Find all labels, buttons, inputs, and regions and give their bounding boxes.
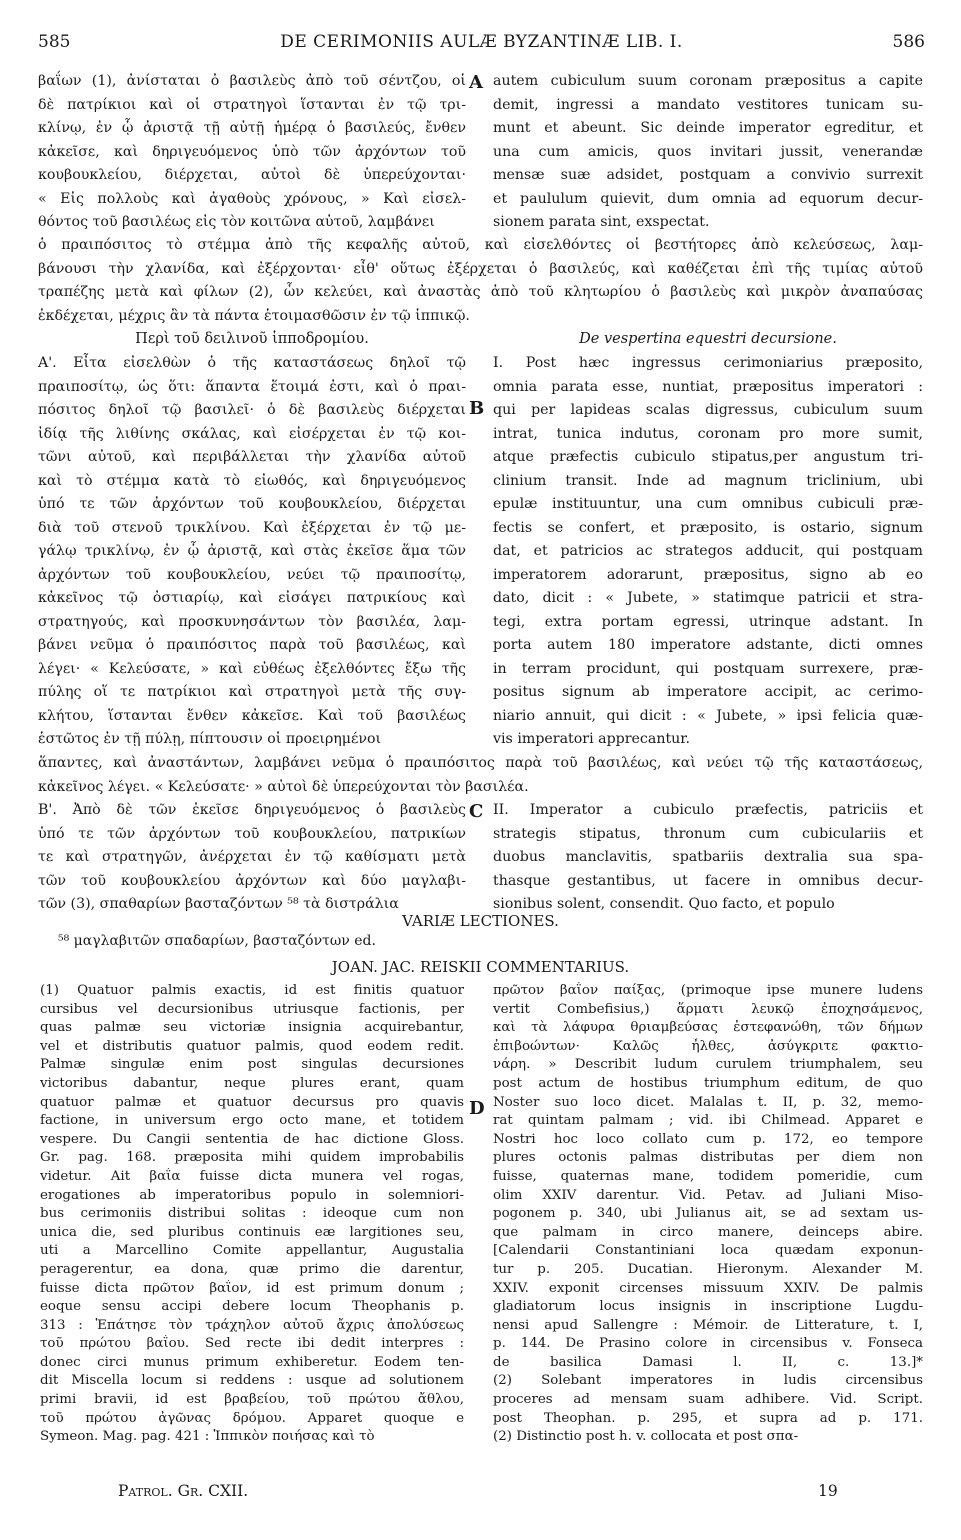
- text-line: dit Miscella locum si reddens : usque ad solutionem: [40, 1373, 464, 1389]
- text-line: victoribus dabantur, neque plures erant, quam: [40, 1075, 464, 1091]
- text-line: ἐκδέχεται, μέχρις ἂν τὰ πάντα ἑτοιμασθῶσιν ἐν τῷ ἱππικῷ.: [38, 307, 470, 324]
- text-line: fectis se confert, et præposito, is ostario, signum: [493, 519, 923, 536]
- text-line: proceres ad mensam suam adhibere. Vid. Script.: [493, 1392, 923, 1408]
- text-line: XXIV. exponit circenses missuum XXIV. De palmis: [493, 1280, 923, 1296]
- text-line: λέγει· « Κελεύσατε, » καὶ εὐθέως ἐξελθόντες ἔξω τῆς: [38, 660, 466, 677]
- text-line: Palmæ singulæ enim post singulas decursiones: [40, 1057, 464, 1073]
- text-line: 313 : Ἐπάτησε τὸν τράχηλον αὐτοῦ ἄχρις ἀπολύσεως: [40, 1317, 464, 1333]
- text-line: videtur. Ait βαΐα fuisse dicta munera vel rogas,: [40, 1168, 464, 1184]
- text-line: quas palmæ seu victoriæ insignia acquirebantur,: [40, 1020, 464, 1036]
- text-line: thasque gestantibus, ut facere in omnibus decur-: [493, 872, 923, 889]
- margin-marker-d: D: [469, 1098, 485, 1119]
- greek-full-width-2: [38, 752, 923, 799]
- text-line: peragerentur, ea dona, quæ primo die darentur,: [40, 1261, 464, 1277]
- text-line: dato, dicit : « Jubete, » statimque patricii et stra-: [493, 590, 923, 606]
- text-line: (2) Distinctio post h. v. collocata et post σπα-: [493, 1429, 799, 1445]
- text-line: ὑπό τε τῶν ἀρχόντων τοῦ κουβουκλείου, διέρχεται: [38, 496, 466, 512]
- text-line: δὲ πατρίκιοι καὶ οἱ στρατηγοὶ ἵστανται ἐν τῷ τρι-: [38, 96, 466, 113]
- text-line: θόντος τοῦ βασιλέως εἰς τὸν κοιτῶνα αὐτοῦ, λαμβάνει: [38, 214, 435, 230]
- text-line: uti a Marcellino Comite appellantur, Augustalia: [40, 1243, 464, 1259]
- text-line: Noster suo loco dicet. Malalas t. II, p. 32, memo-: [493, 1094, 923, 1110]
- commentary-column-right: [493, 982, 923, 1447]
- text-line: ὑπό τε τῶν ἀρχόντων τοῦ κουβουκλείου, πατρικίων: [38, 825, 466, 842]
- text-line: ἑστῶτος ἐν τῇ πύλῃ, πίπτουσιν οἱ προειρημένοι: [38, 731, 382, 747]
- text-line: βάνει νεῦμα ὁ πραιπόσιτος παρὰ τοῦ βασιλέως, καὶ: [38, 637, 466, 653]
- text-line: quatuor palmæ et quatuor decursus pro quavis: [40, 1094, 464, 1110]
- text-line: I. Post hæc ingressus cerimoniarius præposito,: [493, 355, 923, 371]
- latin-column-lower: [493, 799, 923, 917]
- text-line: unica die, sed pluribus continuis eæ largitiones seu,: [40, 1224, 464, 1240]
- text-line: τῶνι αὐτοῦ, καὶ περιβάλλεται τὴν χλανίδα αὐτοῦ: [38, 449, 466, 465]
- text-line: omnia parata esse, nuntiat, præpositus imperatori :: [493, 378, 923, 395]
- text-line: « Εἰς πολλοὺς καὶ ἀγαθοὺς χρόνους, » Καὶ εἰσελ-: [38, 190, 466, 207]
- variae-lectiones-heading: VARIÆ LECTIONES.: [402, 912, 559, 930]
- text-line: κλήτου, ἵστανται ἔνθεν κἀκεῖσε. Καὶ τοῦ βασιλέως: [38, 707, 466, 724]
- text-line: vespere. Du Cangii sententia de hac dictione Gloss.: [40, 1131, 464, 1147]
- text-line: vertit Combefisius,) ἅρματι λευκῷ ἐποχησάμενος,: [493, 1001, 923, 1017]
- text-line: niario annuit, qui dicit : « Jubete, » ipsi felicia quæ-: [493, 707, 923, 724]
- text-line: τραπέζης μετὰ καὶ φίλων (2), ὧν κελεύει, καὶ ἀναστὰς ἀπὸ τοῦ κλητωρίου ὁ βασιλεὺς καὶ μικρὸν ἀναπαύσας: [38, 284, 923, 300]
- text-line: pogonem p. 340, ubi Julianus ait, se ad sextam us-: [493, 1206, 923, 1222]
- text-line: de basilica Damasi l. II, c. 13.]*: [493, 1354, 923, 1370]
- text-line: πύλης οἵ τε πατρίκιοι καὶ στρατηγοὶ μετὰ τῆς συγ-: [38, 684, 466, 700]
- text-line: [Calendarii Constantiniani loca quædam exponun-: [493, 1243, 923, 1259]
- text-line: βάνουσι τὴν χλανίδα, καὶ ἐξέρχονται· εἶθ' οὕτως ἐξέρχεται ὁ βασιλεύς, καὶ καθέζεται ἐπὶ τῆς τιμίας αὐτοῦ: [38, 260, 923, 277]
- margin-marker-a: A: [469, 72, 483, 93]
- text-line: τῶν (3), σπαθαρίων βασταζόντων ⁵⁸ τὰ διστράλια: [38, 896, 399, 912]
- text-line: τῶν τοῦ κουβουκλείου ἀρχόντων καὶ δύο μαγλαβι-: [38, 872, 466, 889]
- text-line: κἀκεῖνος λέγει. « Κελεύσατε· » αὐτοὶ δὲ ὑπερεύχονται τὸν βασιλέα.: [38, 778, 529, 795]
- text-line: una cum amicis, quos invitari jussit, venerandæ: [493, 143, 923, 160]
- page-number-left: 585: [38, 32, 71, 52]
- latin-column-middle: [493, 352, 923, 752]
- commentary-column-left: [40, 982, 464, 1447]
- text-line: ἐπιβοώντων· Καλῶς ἦλθες, ἀσύγκριτε φακτιο-: [493, 1038, 923, 1054]
- text-line: in terram procidunt, qui postquam surrexere, præ-: [493, 660, 923, 677]
- text-line: epulæ instituuntur, una cum omnibus cubiculi præ-: [493, 496, 923, 512]
- text-line: τοῦ πρώτου βαΐου. Sed recte ibi dedit interpres :: [40, 1336, 464, 1352]
- greek-column-middle: [38, 352, 466, 752]
- text-line: mensæ suæ adsidet, postquam a convivio surrexit: [493, 167, 923, 183]
- text-line: κουβουκλείου, διέρχεται, αὐτοὶ δὲ ὑπερεύχονται·: [38, 167, 466, 183]
- text-line: erogationes ab imperatoribus populo in solemniori-: [40, 1187, 464, 1203]
- text-line: βαΐων (1), ἀνίσταται ὁ βασιλεὺς ἀπὸ τοῦ σέντζου, οἱ: [38, 73, 466, 89]
- text-line: post Theophan. p. 295, et supra ad p. 171.: [493, 1410, 923, 1426]
- text-line: Gr. pag. 168. præposita mihi quidem improbabilis: [40, 1150, 464, 1166]
- greek-column-top: [38, 70, 466, 235]
- text-line: sionibus solent, consendit. Quo facto, et populo: [493, 896, 835, 912]
- text-line: bus cerimoniis distribui solitas : ideoque cum non: [40, 1206, 464, 1222]
- text-line: dat, et patricios ac strategos adducit, qui postquam: [493, 543, 923, 559]
- text-line: atque præfectis cubiculo stipatus,per angustum tri-: [493, 449, 923, 465]
- text-line: τε καὶ στρατηγῶν, ἀνέρχεται ἐν τῷ καθίσματι μετὰ: [38, 849, 466, 865]
- running-header: [38, 32, 925, 56]
- variant-reading: ⁵⁸ μαγλαβιτῶν σπαδαρίων, βασταζόντων ed.: [58, 933, 376, 949]
- footer-signature: Patrol. Gr. CXII.: [118, 1482, 249, 1500]
- commentary-heading: JOAN. JAC. REISKII COMMENTARIUS.: [331, 958, 630, 976]
- text-line: autem cubiculum suum coronam præpositus a capite: [493, 73, 923, 89]
- text-line: demit, ingressi a mandato vestitores tunicam su-: [493, 96, 923, 113]
- text-line: donec circi munus primum exhiberetur. Eodem ten-: [40, 1354, 464, 1370]
- text-line: fuisse dicta πρῶτον βαΐον, id est primum donum ;: [40, 1280, 464, 1296]
- text-line: tur p. 205. Ducatian. Hieronym. Alexander M.: [493, 1261, 923, 1277]
- text-line: rat quintam palmam ; vid. ibi Chilmead. Apparet e: [493, 1113, 923, 1129]
- text-line: ἰδίᾳ τῆς λιθίνης σκάλας, καὶ εἰσέρχεται ἐν τῷ κοι-: [38, 425, 466, 442]
- text-line: διὰ τοῦ στενοῦ τρικλίνου. Καὶ ἐξέρχεται ἐν τῷ με-: [38, 519, 466, 536]
- text-line: κλίνῳ, ἐν ᾧ ἀριστᾷ τῇ αὐτῇ ἡμέρᾳ ὁ βασιλεύς, ἔνθεν: [38, 120, 466, 136]
- text-line: strategis stipatus, thronum cum cubiculariis et: [493, 825, 923, 842]
- text-line: vis imperatori apprecantur.: [493, 731, 691, 747]
- text-line: cursibus vel decursionibus utriusque factionis, per: [40, 1001, 464, 1017]
- text-line: porta autem 180 imperatore adstante, dicti omnes: [493, 637, 923, 653]
- text-line: vel et distributis quatuor palmis, quod eodem redit.: [40, 1038, 464, 1054]
- text-line: καὶ τὰ λάφυρα θριαμβεύσας ἐστεφανώθη, τῶν δήμων: [493, 1020, 923, 1036]
- text-line: Nostri hoc loco collato cum p. 172, eo tempore: [493, 1131, 923, 1147]
- greek-column-lower: [38, 799, 466, 917]
- text-line: (1) Quatuor palmis exactis, id est finitis quatuor: [40, 983, 464, 998]
- text-line: duobus manclavitis, spatbariis dextralia sua spa-: [493, 849, 923, 865]
- text-line: τοῦ πρώτου ἀγῶνας δρόμου. Apparet quoque e: [40, 1410, 464, 1426]
- text-line: ἀρχόντων τοῦ κουβουκλείου, νεύει τῷ πραιποσίτῳ,: [38, 566, 466, 583]
- text-line: sionem parata sint, exspectat.: [493, 214, 710, 230]
- text-line: II. Imperator a cubiculo præfectis, patriciis et: [493, 802, 923, 818]
- text-line: καὶ τὸ στέμμα κατὰ τὸ εἰωθός, καὶ δηριγευόμενος: [38, 472, 466, 489]
- text-line: plures octonis palmas distributas per diem non: [493, 1150, 923, 1166]
- text-line: Β'. Ἀπὸ δὲ τῶν ἐκεῖσε δηριγευόμενος ὁ βασιλεὺς: [38, 802, 466, 818]
- section-heading-latin: De vespertina equestri decursione.: [579, 331, 837, 347]
- text-line: στρατηγούς, καὶ προσκυνησάντων τὸν βασιλέα, λαμ-: [38, 613, 466, 630]
- text-line: positus signum ab imperatore accipit, ac cerimo-: [493, 684, 923, 700]
- text-line: et paululum quievit, dum omnia ad equorum decur-: [493, 190, 923, 207]
- text-line: post actum de hostibus triumphum editum, de quo: [493, 1075, 923, 1091]
- text-line: clinium transit. Inde ad magnum triclinium, ubi: [493, 472, 923, 489]
- text-line: γάλῳ τρικλίνῳ, ἐν ᾧ ἀριστᾷ, καὶ στὰς ἐκεῖσε ἅμα τῶν: [38, 543, 466, 559]
- text-line: eoque sensu accipi debere locum Theophanis p.: [40, 1299, 464, 1315]
- text-line: que palmam in circo manere, deinceps abire.: [493, 1224, 923, 1240]
- text-line: qui per lapideas scalas digressus, cubiculum suum: [493, 402, 923, 418]
- text-line: ἅπαντες, καὶ ἀναστάντων, λαμβάνει νεῦμα ὁ πραιπόσιτος παρὰ τοῦ βασιλέως, καὶ νεύει τῷ τῆς καταστάσεως,: [38, 755, 923, 771]
- text-line: κἀκεῖνος τῷ ὀστιαρίῳ, καὶ εἰσάγει πατρικίους καὶ: [38, 590, 466, 606]
- latin-column-top: [493, 70, 923, 235]
- margin-marker-c: C: [469, 801, 484, 822]
- text-line: πραιποσίτῳ, ὡς ὅτι: ἅπαντα ἕτοιμά ἐστι, καὶ ὁ πραι-: [38, 378, 466, 395]
- footer-sheet-number: 19: [818, 1482, 838, 1500]
- text-line: Α'. Εἶτα εἰσελθὼν ὁ τῆς καταστάσεως δηλοῖ τῷ: [38, 355, 466, 371]
- running-title: DE CERIMONIIS AULÆ BYZANTINÆ LIB. I.: [280, 32, 683, 52]
- text-line: tegi, extra portam egressi, utrinque adstant. In: [493, 613, 923, 630]
- text-line: gladiatorum locus insignis in inscriptione Lugdu-: [493, 1299, 923, 1315]
- text-line: imperatorem adorarunt, præpositus, signo ab eo: [493, 566, 923, 583]
- section-heading-greek: Περὶ τοῦ δειλινοῦ ἱπποδρομίου.: [135, 331, 369, 347]
- text-line: πρῶτον βαΐον παίξας, (primoque ipse munere ludens: [493, 983, 923, 998]
- text-line: κἀκεῖσε, καὶ δηριγευόμενος ὑπὸ τῶν ἀρχόντων τοῦ: [38, 143, 466, 160]
- text-line: fuisse, quaternas mane, todidem pomeridie, cum: [493, 1168, 923, 1184]
- greek-full-width-1: [38, 234, 923, 328]
- page-number-right: 586: [892, 32, 925, 52]
- text-line: (2) Solebant imperatores in ludis circensibus: [493, 1373, 923, 1389]
- text-line: ὁ πραιπόσιτος τὸ στέμμα ἀπὸ τῆς κεφαλῆς αὐτοῦ, καὶ εἰσελθόντες οἱ βεστήτορες ἀπὸ κελεύσεως, λαμ-: [38, 237, 923, 253]
- text-line: intrat, tunica indutus, coronam pro more sumit,: [493, 425, 923, 442]
- text-line: νάρη. » Describit ludum curulem triumphalem, seu: [493, 1057, 923, 1073]
- text-line: factione, in universum ergo octo mane, et totidem: [40, 1113, 464, 1129]
- text-line: p. 144. De Prasino colore in circensibus v. Fonseca: [493, 1336, 923, 1352]
- margin-marker-b: B: [469, 398, 485, 419]
- text-line: munt et abeunt. Sic deinde imperator egreditur, et: [493, 120, 923, 136]
- text-line: nensi apud Sallengre : Mémoir. de Litterature, t. I,: [493, 1317, 923, 1333]
- text-line: olim XXIV darentur. Vid. Petav. ad Juliani Miso-: [493, 1187, 923, 1203]
- text-line: πόσιτος δηλοῖ τῷ βασιλεῖ· ὁ δὲ βασιλεὺς διέρχεται: [38, 402, 466, 418]
- text-line: Symeon. Mag. pag. 421 : Ἱππικὸν ποιήσας καὶ τὸ: [40, 1429, 375, 1445]
- text-line: primi bravii, id est βραβείου, τοῦ πρώτου ἄθλου,: [40, 1392, 464, 1408]
